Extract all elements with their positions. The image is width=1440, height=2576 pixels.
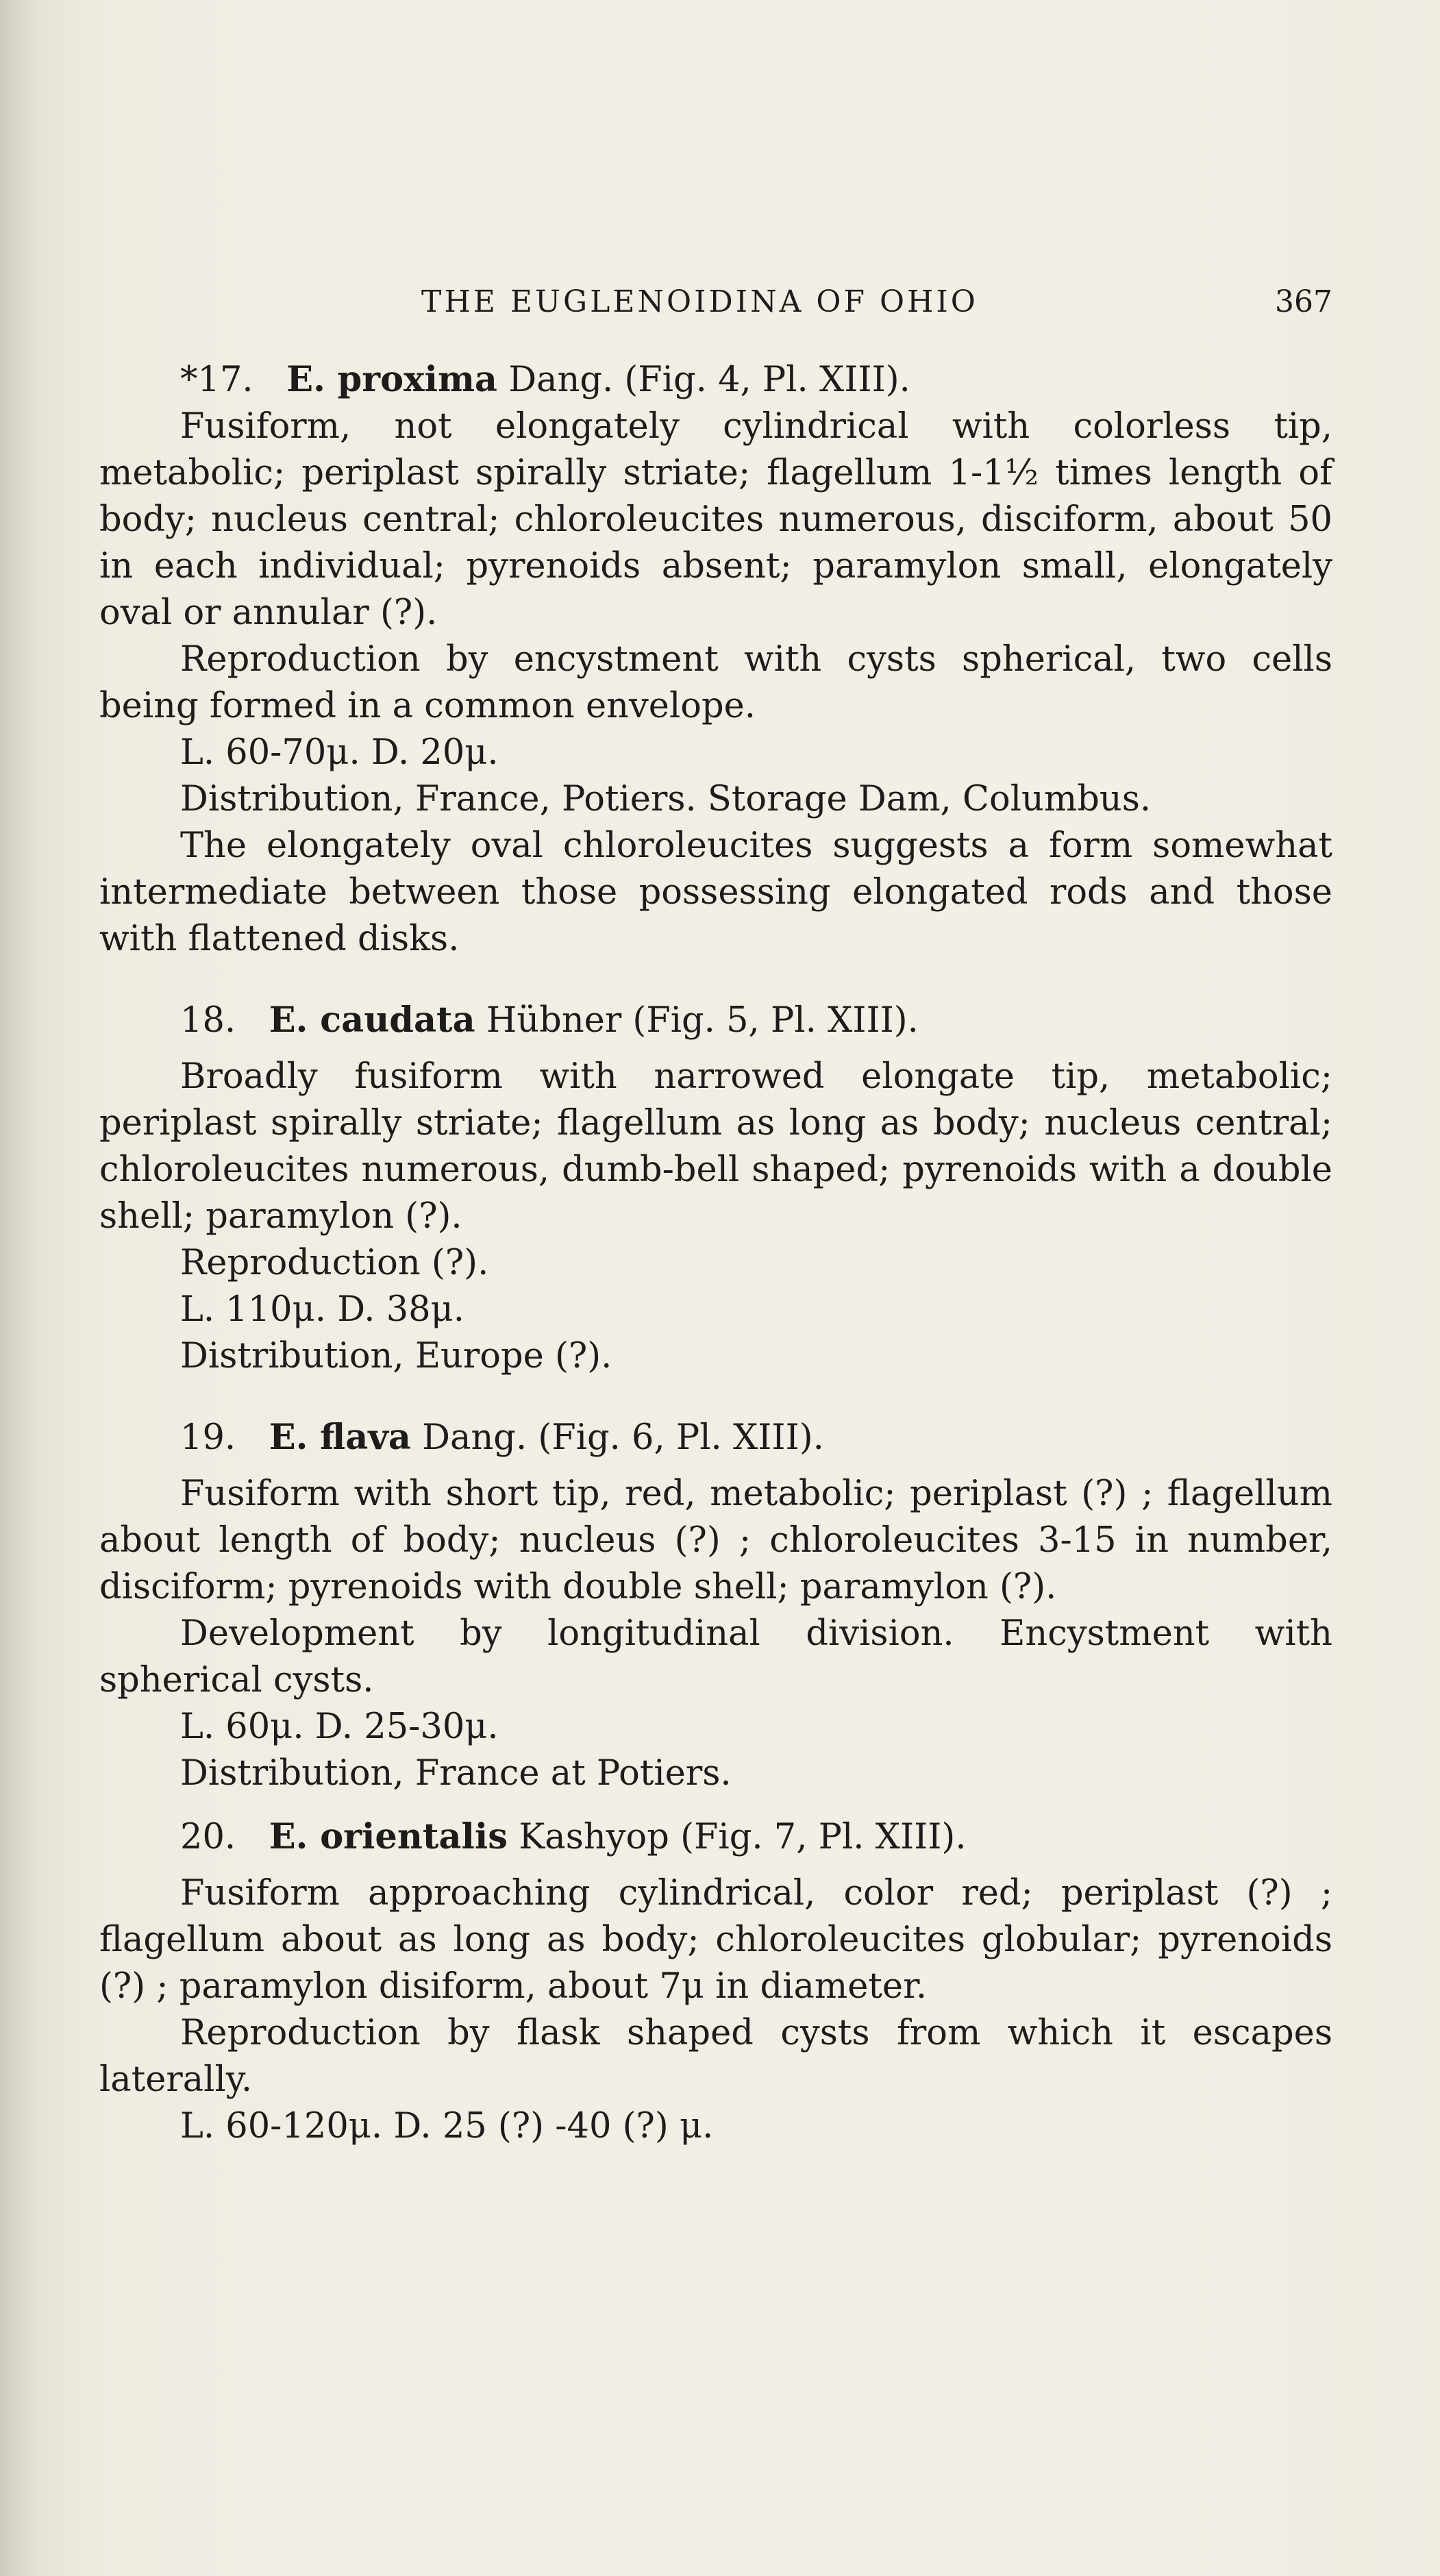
species-name: E. proxima <box>286 359 497 400</box>
species-entry <box>99 1414 1332 1797</box>
page-number: 367 <box>1275 284 1332 319</box>
entry-distribution: Distribution, France at Potiers. <box>180 1753 732 1794</box>
entry-reproduction: Reproduction (?). <box>180 1243 489 1283</box>
species-name: E. caudata <box>269 1000 475 1041</box>
entry-heading <box>99 1813 1332 1861</box>
entry-dimensions: L. 60-120μ. D. 25 (?) -40 (?) μ. <box>180 2106 714 2146</box>
running-title: THE EUGLENOIDINA OF OHIO <box>421 284 978 319</box>
entry-description: Broadly fusiform with narrowed elongate tip, metabolic; periplast spirally striate; flagellum as long as body; nucleus central; chloroleucites numerous, dumb-bell shaped; pyrenoids with a double shell; paramylon (?). <box>99 1056 1332 1237</box>
entry-heading <box>99 997 1332 1044</box>
entry-heading <box>99 356 1332 404</box>
entry-description: Fusiform with short tip, red, metabolic; periplast (?) ; flagellum about length of body; nucleus (?) ; chloroleucites 3-15 in number, disciform; pyrenoids with double shell; paramylon (?). <box>99 1474 1332 1607</box>
species-entry <box>99 1813 1332 2150</box>
entry-reproduction: Reproduction by encystment with cysts spherical, two cells being formed in a common envelope. <box>99 639 1332 726</box>
entry-number: 20. <box>180 1817 236 1857</box>
species-entry <box>99 356 1332 963</box>
entry-distribution: Distribution, France, Potiers. Storage Dam, Columbus. <box>180 779 1152 819</box>
page-body <box>99 356 1332 2150</box>
entry-number: *17. <box>180 360 253 400</box>
entry-dimensions: L. 110μ. D. 38μ. <box>180 1289 464 1330</box>
species-citation: Dang. (Fig. 4, Pl. XIII). <box>508 360 910 400</box>
entry-dimensions: L. 60μ. D. 25-30μ. <box>180 1707 499 1747</box>
entry-reproduction: Reproduction by flask shaped cysts from which it escapes laterally. <box>99 2013 1332 2100</box>
species-citation: Dang. (Fig. 6, Pl. XIII). <box>422 1417 824 1458</box>
species-citation: Hübner (Fig. 5, Pl. XIII). <box>486 1000 919 1041</box>
entry-dimensions: L. 60-70μ. D. 20μ. <box>180 732 499 773</box>
species-name: E. flava <box>269 1417 411 1458</box>
species-citation: Kashyop (Fig. 7, Pl. XIII). <box>519 1817 967 1857</box>
entry-description: Fusiform approaching cylindrical, color red; periplast (?) ; flagellum about as long as body; chloroleucites globular; pyrenoids (?) ; paramylon disiform, about 7μ in diameter. <box>99 1873 1332 2007</box>
book-page <box>99 0 1332 2576</box>
entry-heading <box>99 1414 1332 1461</box>
entry-note: The elongately oval chloroleucites suggests a form somewhat intermediate between those possessing elongated rods and those with flattened disks. <box>99 826 1332 959</box>
entry-number: 18. <box>180 1000 236 1041</box>
entry-distribution: Distribution, Europe (?). <box>180 1336 612 1376</box>
entry-description: Fusiform, not elongately cylindrical with colorless tip, metabolic; periplast spirally striate; flagellum 1-1½ times length of body; nucleus central; chloroleucites numerous, disciform, about 50 in each individual; pyrenoids absent; paramylon small, elongately oval or annular (?). <box>99 406 1332 633</box>
running-header <box>99 284 1332 325</box>
entry-reproduction: Development by longitudinal division. Encystment with spherical cysts. <box>99 1613 1332 1700</box>
entry-number: 19. <box>180 1417 236 1458</box>
species-name: E. orientalis <box>269 1816 508 1857</box>
species-entry <box>99 997 1332 1380</box>
